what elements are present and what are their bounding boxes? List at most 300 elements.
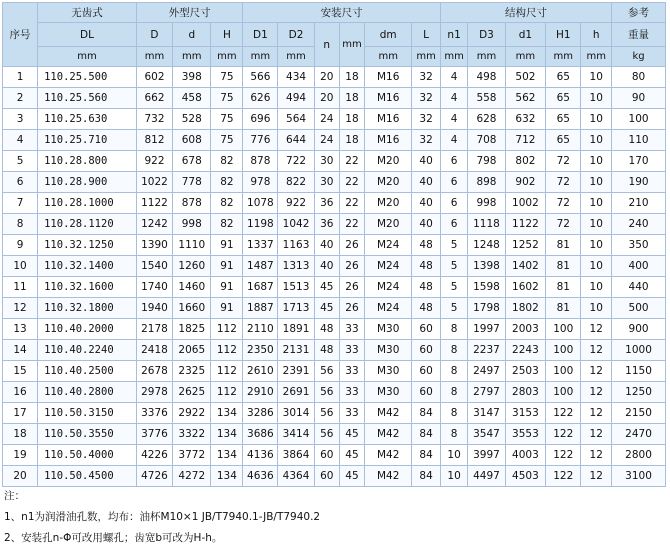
unit-H1: mm [546,47,581,67]
cell-D3: 1997 [468,319,505,340]
cell-H: 91 [211,235,243,256]
header-row-groups [3,3,666,23]
cell-model: 110.50.3150 [38,403,137,424]
cell-D3: 1398 [468,256,505,277]
cell-model: 110.40.2240 [38,340,137,361]
unit-n1: mm [440,47,467,67]
cell-n-mm: 22 [339,214,364,235]
header-d: d [173,23,211,47]
cell-D2: 3414 [278,424,314,445]
cell-D: 2418 [136,340,172,361]
cell-d1: 902 [505,172,546,193]
cell-H1: 122 [546,445,581,466]
cell-n: 24 [314,109,339,130]
cell-H1: 81 [546,277,581,298]
cell-no: 17 [3,403,38,424]
cell-weight: 1250 [612,382,666,403]
cell-D1: 4636 [243,466,278,487]
cell-model: 110.50.4000 [38,445,137,466]
cell-d1: 4503 [505,466,546,487]
cell-H: 112 [211,340,243,361]
cell-dm: M30 [365,361,412,382]
cell-H: 82 [211,214,243,235]
cell-D: 602 [136,67,172,88]
cell-L: 60 [412,340,441,361]
cell-D1: 1687 [243,277,278,298]
cell-no: 18 [3,424,38,445]
cell-L: 60 [412,382,441,403]
cell-no: 9 [3,235,38,256]
cell-n: 30 [314,172,339,193]
cell-model: 110.32.1400 [38,256,137,277]
header-D: D [136,23,172,47]
unit-L: mm [412,47,441,67]
unit-D: mm [136,47,172,67]
cell-n1: 10 [440,445,467,466]
cell-n1: 5 [440,298,467,319]
cell-D2: 2391 [278,361,314,382]
cell-D3: 1798 [468,298,505,319]
cell-d1: 1252 [505,235,546,256]
cell-H: 91 [211,277,243,298]
cell-n1: 8 [440,382,467,403]
cell-H1: 72 [546,214,581,235]
cell-model: 110.28.1000 [38,193,137,214]
cell-n1: 4 [440,109,467,130]
cell-D3: 498 [468,67,505,88]
cell-H: 134 [211,403,243,424]
cell-D2: 1163 [278,235,314,256]
cell-no: 3 [3,109,38,130]
cell-D: 922 [136,151,172,172]
cell-n-mm: 22 [339,151,364,172]
cell-n: 36 [314,214,339,235]
cell-h: 12 [581,382,612,403]
cell-d1: 2503 [505,361,546,382]
cell-n1: 8 [440,403,467,424]
cell-D: 4726 [136,466,172,487]
cell-weight: 350 [612,235,666,256]
cell-d1: 502 [505,67,546,88]
header-outer-dimensions: 外型尺寸 [136,3,242,23]
notes-title: 注： [4,490,25,502]
cell-dm: M24 [365,277,412,298]
cell-h: 10 [581,277,612,298]
table-row [3,382,666,403]
cell-model: 110.32.1250 [38,235,137,256]
cell-no: 14 [3,340,38,361]
cell-H: 75 [211,130,243,151]
cell-D2: 644 [278,130,314,151]
cell-n: 45 [314,277,339,298]
cell-weight: 80 [612,67,666,88]
header-d1: d1 [505,23,546,47]
cell-D2: 1513 [278,277,314,298]
cell-D1: 776 [243,130,278,151]
cell-no: 10 [3,256,38,277]
cell-d: 3322 [173,424,211,445]
cell-d: 528 [173,109,211,130]
cell-L: 48 [412,277,441,298]
cell-L: 60 [412,361,441,382]
cell-weight: 400 [612,256,666,277]
cell-D: 662 [136,88,172,109]
cell-dm: M16 [365,67,412,88]
cell-dm: M42 [365,466,412,487]
notes [4,486,664,549]
cell-H1: 100 [546,361,581,382]
cell-d1: 4003 [505,445,546,466]
header-n-unit: mm [339,23,364,67]
header-H: H [211,23,243,47]
header-model-dl: DL [38,23,137,47]
cell-H: 112 [211,319,243,340]
header-n1: n1 [440,23,467,47]
cell-D2: 434 [278,67,314,88]
header-L: L [412,23,441,47]
cell-weight: 1150 [612,361,666,382]
cell-n-mm: 33 [339,340,364,361]
cell-dm: M42 [365,403,412,424]
cell-n-mm: 18 [339,88,364,109]
unit-D1: mm [243,47,278,67]
cell-weight: 2800 [612,445,666,466]
cell-H: 112 [211,361,243,382]
cell-h: 12 [581,319,612,340]
cell-L: 40 [412,214,441,235]
cell-H1: 65 [546,109,581,130]
cell-dm: M24 [365,298,412,319]
cell-D2: 822 [278,172,314,193]
cell-no: 20 [3,466,38,487]
table-row [3,109,666,130]
cell-n-mm: 18 [339,130,364,151]
cell-n-mm: 22 [339,172,364,193]
cell-h: 10 [581,298,612,319]
cell-D: 812 [136,130,172,151]
cell-H1: 65 [546,130,581,151]
cell-L: 32 [412,109,441,130]
cell-h: 10 [581,214,612,235]
cell-D2: 1891 [278,319,314,340]
cell-D1: 4136 [243,445,278,466]
cell-model: 110.28.800 [38,151,137,172]
cell-n: 20 [314,67,339,88]
header-model-type: 无齿式 [38,3,137,23]
cell-H: 134 [211,445,243,466]
cell-D: 2978 [136,382,172,403]
cell-H1: 72 [546,172,581,193]
cell-no: 19 [3,445,38,466]
cell-D1: 1078 [243,193,278,214]
header-D1: D1 [243,23,278,47]
cell-n-mm: 22 [339,193,364,214]
cell-D2: 1313 [278,256,314,277]
table-row [3,298,666,319]
cell-D1: 1887 [243,298,278,319]
cell-model: 110.40.2800 [38,382,137,403]
table-row [3,277,666,298]
cell-d: 1460 [173,277,211,298]
header-row-symbols [3,23,666,47]
cell-D2: 722 [278,151,314,172]
cell-L: 84 [412,403,441,424]
unit-weight: kg [612,47,666,67]
cell-n1: 8 [440,361,467,382]
unit-d: mm [173,47,211,67]
cell-d1: 1002 [505,193,546,214]
cell-weight: 440 [612,277,666,298]
cell-d: 458 [173,88,211,109]
cell-d1: 2003 [505,319,546,340]
cell-weight: 90 [612,88,666,109]
cell-L: 40 [412,193,441,214]
cell-no: 8 [3,214,38,235]
table-row [3,361,666,382]
cell-n1: 8 [440,319,467,340]
cell-no: 2 [3,88,38,109]
cell-L: 48 [412,298,441,319]
cell-n1: 8 [440,340,467,361]
unit-model: mm [38,47,137,67]
cell-d: 1825 [173,319,211,340]
header-D3: D3 [468,23,505,47]
cell-n-mm: 26 [339,256,364,277]
cell-d1: 3153 [505,403,546,424]
table-row [3,172,666,193]
cell-D: 1022 [136,172,172,193]
cell-h: 12 [581,361,612,382]
cell-n: 48 [314,340,339,361]
cell-n: 40 [314,256,339,277]
cell-n-mm: 45 [339,424,364,445]
cell-d1: 712 [505,130,546,151]
cell-H1: 72 [546,151,581,172]
table-row [3,151,666,172]
unit-D2: mm [278,47,314,67]
cell-h: 12 [581,445,612,466]
cell-weight: 500 [612,298,666,319]
cell-n: 48 [314,319,339,340]
cell-dm: M30 [365,340,412,361]
cell-h: 10 [581,130,612,151]
cell-model: 110.50.4500 [38,466,137,487]
cell-D: 1242 [136,214,172,235]
cell-h: 10 [581,172,612,193]
cell-weight: 1000 [612,340,666,361]
cell-model: 110.40.2000 [38,319,137,340]
cell-D1: 978 [243,172,278,193]
cell-D: 1540 [136,256,172,277]
cell-D2: 1713 [278,298,314,319]
cell-d: 2325 [173,361,211,382]
cell-d: 1110 [173,235,211,256]
cell-n: 20 [314,88,339,109]
cell-D3: 708 [468,130,505,151]
table-row [3,424,666,445]
unit-H: mm [211,47,243,67]
cell-L: 84 [412,424,441,445]
cell-n1: 5 [440,235,467,256]
cell-L: 60 [412,319,441,340]
cell-weight: 2470 [612,424,666,445]
cell-D2: 3014 [278,403,314,424]
cell-model: 110.32.1600 [38,277,137,298]
header-structure-dimensions: 结构尺寸 [440,3,611,23]
cell-D1: 1487 [243,256,278,277]
cell-n-mm: 18 [339,67,364,88]
cell-d: 2625 [173,382,211,403]
cell-weight: 100 [612,109,666,130]
cell-n: 56 [314,361,339,382]
cell-n1: 8 [440,424,467,445]
cell-n: 56 [314,403,339,424]
header-H1: H1 [546,23,581,47]
cell-L: 40 [412,172,441,193]
note-line-1: 1、n1为润滑油孔数，均布：油杯M10×1 JB/T7940.1-JB/T7940.2 [4,511,321,523]
cell-d: 2922 [173,403,211,424]
cell-dm: M20 [365,214,412,235]
cell-dm: M16 [365,130,412,151]
cell-H: 75 [211,88,243,109]
unit-d1: mm [505,47,546,67]
cell-d: 778 [173,172,211,193]
cell-n1: 4 [440,88,467,109]
cell-D: 1740 [136,277,172,298]
header-n: n [314,23,339,67]
cell-model: 110.25.630 [38,109,137,130]
cell-D: 3376 [136,403,172,424]
table-row [3,466,666,487]
cell-D: 1122 [136,193,172,214]
note-line-2: 2、安装孔n-Φ可改用螺孔；齿宽b可改为H-h。 [4,532,223,544]
header-weight: 重量 [612,23,666,47]
cell-n1: 6 [440,172,467,193]
cell-D3: 1248 [468,235,505,256]
cell-model: 110.25.500 [38,67,137,88]
cell-H1: 72 [546,193,581,214]
cell-n: 60 [314,466,339,487]
cell-D1: 3686 [243,424,278,445]
cell-H: 134 [211,466,243,487]
cell-model: 110.25.560 [38,88,137,109]
cell-L: 32 [412,67,441,88]
cell-H: 75 [211,109,243,130]
cell-n-mm: 18 [339,109,364,130]
cell-H1: 100 [546,382,581,403]
cell-H1: 100 [546,340,581,361]
cell-no: 7 [3,193,38,214]
cell-dm: M20 [365,151,412,172]
header-h: h [581,23,612,47]
cell-n-mm: 26 [339,277,364,298]
cell-D3: 628 [468,109,505,130]
cell-H: 91 [211,298,243,319]
cell-model: 110.40.2500 [38,361,137,382]
cell-h: 10 [581,193,612,214]
cell-n-mm: 33 [339,382,364,403]
cell-d1: 1122 [505,214,546,235]
cell-model: 110.32.1800 [38,298,137,319]
cell-n-mm: 45 [339,466,364,487]
cell-dm: M42 [365,445,412,466]
cell-no: 1 [3,67,38,88]
cell-D1: 696 [243,109,278,130]
header-reference: 参考 [612,3,666,23]
cell-D2: 2131 [278,340,314,361]
cell-no: 12 [3,298,38,319]
cell-D2: 4364 [278,466,314,487]
cell-n: 45 [314,298,339,319]
cell-n-mm: 26 [339,298,364,319]
cell-D: 2178 [136,319,172,340]
cell-d: 608 [173,130,211,151]
cell-H: 82 [211,172,243,193]
table-row [3,130,666,151]
cell-n: 56 [314,424,339,445]
cell-D1: 626 [243,88,278,109]
cell-model: 110.28.900 [38,172,137,193]
cell-D2: 494 [278,88,314,109]
cell-D3: 558 [468,88,505,109]
cell-model: 110.50.3550 [38,424,137,445]
table-row [3,403,666,424]
cell-d: 3772 [173,445,211,466]
cell-D1: 3286 [243,403,278,424]
cell-weight: 240 [612,214,666,235]
cell-d1: 562 [505,88,546,109]
cell-weight: 210 [612,193,666,214]
cell-d1: 2243 [505,340,546,361]
cell-D: 732 [136,109,172,130]
slewing-bearing-spec-table [2,2,666,487]
cell-n-mm: 33 [339,361,364,382]
cell-d: 878 [173,193,211,214]
cell-dm: M20 [365,172,412,193]
table-row [3,193,666,214]
cell-model: 110.28.1120 [38,214,137,235]
table-row [3,445,666,466]
unit-dm: mm [365,47,412,67]
unit-D3: mm [468,47,505,67]
cell-D2: 2691 [278,382,314,403]
cell-no: 4 [3,130,38,151]
cell-D3: 4497 [468,466,505,487]
cell-D3: 3547 [468,424,505,445]
cell-L: 32 [412,130,441,151]
cell-d1: 1602 [505,277,546,298]
cell-H: 82 [211,193,243,214]
table-row [3,214,666,235]
cell-D1: 1337 [243,235,278,256]
cell-H: 91 [211,256,243,277]
cell-d1: 802 [505,151,546,172]
cell-h: 10 [581,235,612,256]
cell-D: 1940 [136,298,172,319]
cell-no: 5 [3,151,38,172]
spec-table-body [3,67,666,487]
cell-D2: 922 [278,193,314,214]
header-dm: dm [365,23,412,47]
cell-H1: 81 [546,256,581,277]
cell-n: 36 [314,193,339,214]
cell-D3: 2237 [468,340,505,361]
cell-dm: M42 [365,424,412,445]
cell-no: 6 [3,172,38,193]
cell-dm: M16 [365,109,412,130]
unit-h: mm [581,47,612,67]
cell-H: 82 [211,151,243,172]
